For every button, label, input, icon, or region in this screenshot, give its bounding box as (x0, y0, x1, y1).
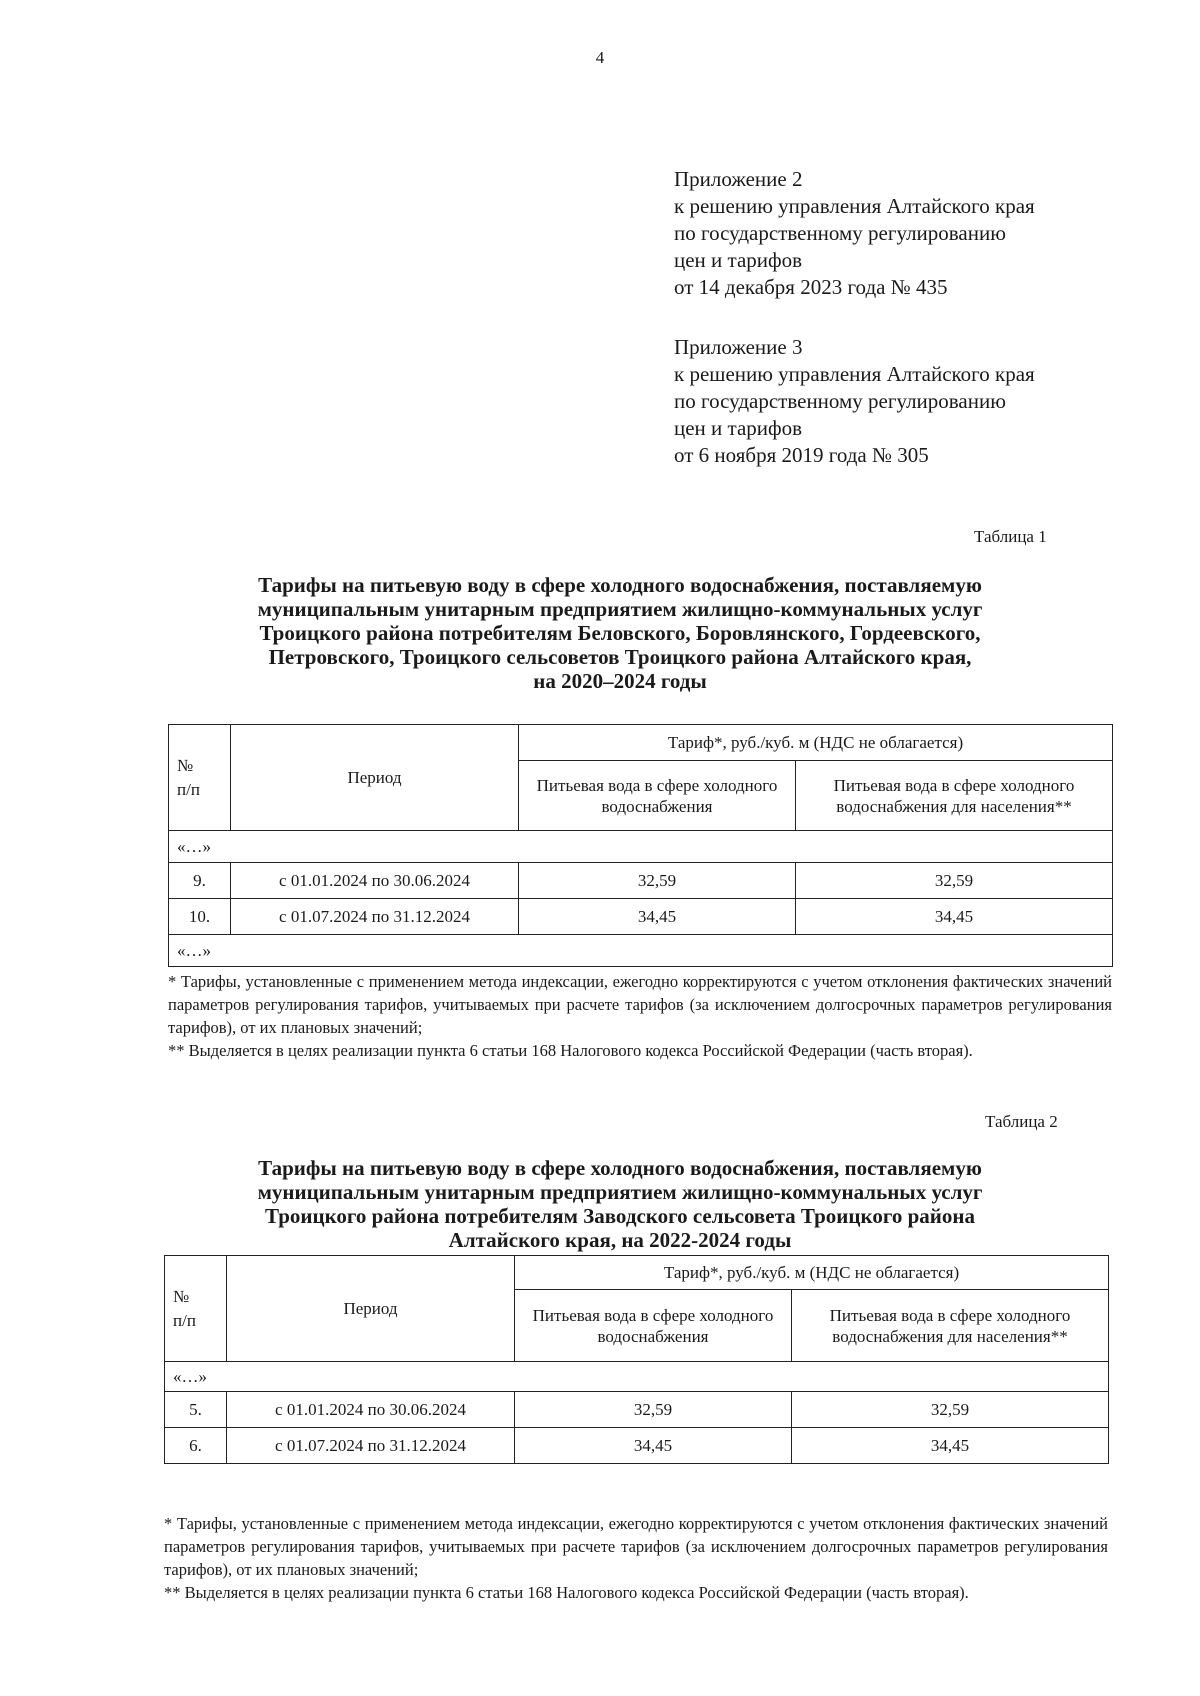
title-line: Петровского, Троицкого сельсоветов Троицкого района Алтайского края, (268, 645, 972, 669)
header-period: Период (231, 725, 519, 831)
table-1-footnotes (168, 970, 1112, 1062)
title-line: Алтайского края, на 2022-2024 годы (448, 1228, 792, 1252)
appendix-line: по государственному регулированию (674, 221, 1006, 245)
ellipsis-row: «…» (169, 935, 1113, 967)
cell-value-b: 32,59 (792, 1392, 1109, 1428)
cell-period: с 01.07.2024 по 31.12.2024 (231, 899, 519, 935)
table-1-title (150, 573, 1090, 693)
title-line: Троицкого района потребителям Заводского сельсовета Троицкого района (265, 1204, 975, 1228)
title-line: на 2020–2024 годы (533, 669, 707, 693)
cell-num: 10. (169, 899, 231, 935)
appendix-line: Приложение 2 (674, 167, 803, 191)
appendix-line: Приложение 3 (674, 335, 803, 359)
table-row (169, 899, 1113, 935)
title-line: муниципальным унитарным предприятием жилищно-коммунальных услуг (257, 597, 983, 621)
cell-period: с 01.07.2024 по 31.12.2024 (227, 1428, 515, 1464)
appendix-line: цен и тарифов (674, 248, 803, 272)
table-row (165, 1428, 1109, 1464)
cell-period: с 01.01.2024 по 30.06.2024 (231, 863, 519, 899)
header-col-a: Питьевая вода в сфере холодного водоснабжения (515, 1290, 792, 1362)
cell-num: 9. (169, 863, 231, 899)
header-col-b: Питьевая вода в сфере холодного водоснабжения для населения** (792, 1290, 1109, 1362)
cell-num: 6. (165, 1428, 227, 1464)
title-line: Тарифы на питьевую воду в сфере холодного водоснабжения, поставляемую (258, 573, 982, 597)
header-num (169, 725, 231, 831)
ellipsis-row: «…» (169, 831, 1113, 863)
page-number: 4 (595, 48, 605, 67)
cell-value-b: 34,45 (796, 899, 1113, 935)
footnote-2: ** Выделяется в целях реализации пункта 6 статьи 168 Налогового кодекса Российской Федерации (часть вторая). (164, 1583, 969, 1602)
table-2-title (150, 1156, 1090, 1252)
header-col-b: Питьевая вода в сфере холодного водоснабжения для населения** (796, 761, 1113, 831)
footnote-1: * Тарифы, установленные с применением метода индексации, ежегодно корректируются с учетом отклонения фактических значений параметров регулирования тарифов, учитываемых при расчете тарифов (за исключением долгосрочных параметров регулирования тарифов), от их плановых значений; (164, 1514, 1108, 1579)
header-tariff: Тариф*, руб./куб. м (НДС не облагается) (515, 1256, 1109, 1290)
footnote-1: * Тарифы, установленные с применением метода индексации, ежегодно корректируются с учетом отклонения фактических значений параметров регулирования тарифов, учитываемых при расчете тарифов (за исключением долгосрочных параметров регулирования тарифов), от их плановых значений; (168, 972, 1112, 1037)
tariff-table-1 (168, 724, 1113, 967)
appendix-line: от 6 ноября 2019 года № 305 (674, 443, 929, 467)
header-num-line1: № (177, 755, 194, 775)
appendix-line: к решению управления Алтайского края (674, 194, 1035, 218)
cell-period: с 01.01.2024 по 30.06.2024 (227, 1392, 515, 1428)
appendix-line: от 14 декабря 2023 года № 435 (674, 275, 948, 299)
table-1-label: Таблица 1 (974, 527, 1047, 546)
header-num-line2: п/п (177, 779, 200, 799)
cell-num: 5. (165, 1392, 227, 1428)
cell-value-b: 32,59 (796, 863, 1113, 899)
header-num-line2: п/п (173, 1310, 196, 1330)
cell-value-a: 32,59 (519, 863, 796, 899)
appendix-2-header (674, 166, 1035, 301)
appendix-line: по государственному регулированию (674, 389, 1006, 413)
title-line: Тарифы на питьевую воду в сфере холодного водоснабжения, поставляемую (258, 1156, 982, 1180)
header-num (165, 1256, 227, 1362)
table-row (165, 1392, 1109, 1428)
ellipsis-row: «…» (165, 1362, 1109, 1392)
header-period: Период (227, 1256, 515, 1362)
table-2-footnotes (164, 1512, 1108, 1604)
header-num-line1: № (173, 1286, 190, 1306)
footnote-2: ** Выделяется в целях реализации пункта 6 статьи 168 Налогового кодекса Российской Федерации (часть вторая). (168, 1041, 973, 1060)
cell-value-a: 32,59 (515, 1392, 792, 1428)
appendix-3-header (674, 334, 1035, 469)
cell-value-a: 34,45 (515, 1428, 792, 1464)
table-row (169, 863, 1113, 899)
header-tariff: Тариф*, руб./куб. м (НДС не облагается) (519, 725, 1113, 761)
title-line: Троицкого района потребителям Беловского, Боровлянского, Гордеевского, (259, 621, 981, 645)
title-line: муниципальным унитарным предприятием жилищно-коммунальных услуг (257, 1180, 983, 1204)
tariff-table-2 (164, 1255, 1109, 1464)
appendix-line: цен и тарифов (674, 416, 803, 440)
table-2-label: Таблица 2 (985, 1112, 1058, 1131)
cell-value-a: 34,45 (519, 899, 796, 935)
cell-value-b: 34,45 (792, 1428, 1109, 1464)
appendix-line: к решению управления Алтайского края (674, 362, 1035, 386)
header-col-a: Питьевая вода в сфере холодного водоснабжения (519, 761, 796, 831)
